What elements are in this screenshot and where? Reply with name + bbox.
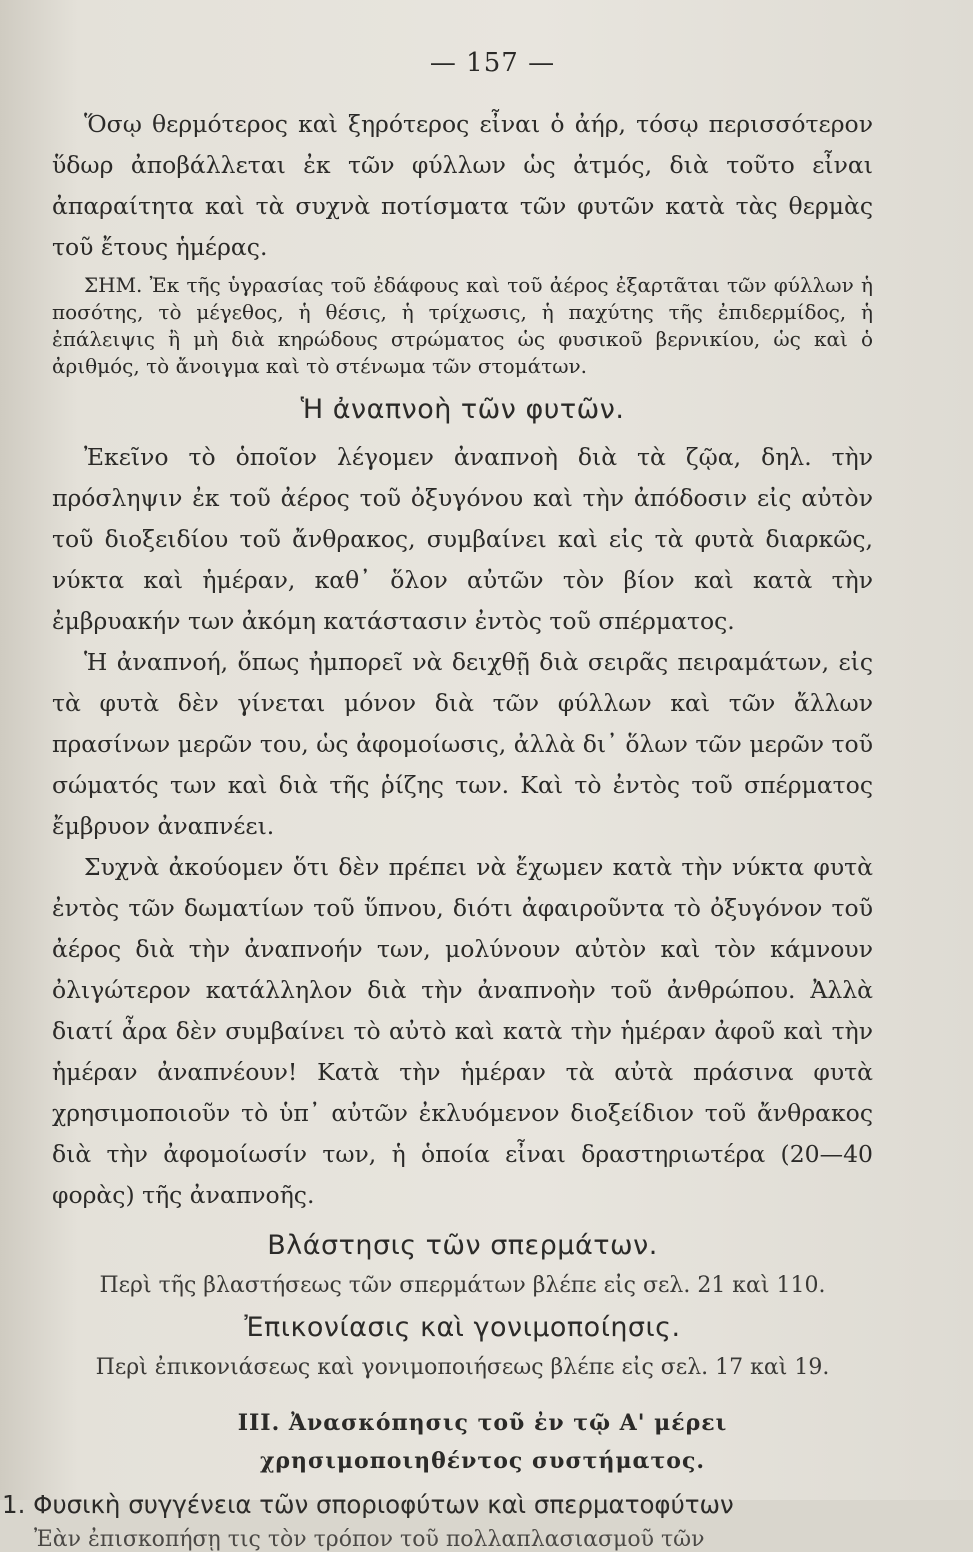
paragraph-evaporation: Ὅσῳ θερμότερος καὶ ξηρότερος εἶναι ὁ ἀήρ, τόσῳ περισσότερον ὕδωρ ἀποβάλλεται ἐκ τῶν φύλλων ὡς ἀτμός, διὰ τοῦτο εἶναι ἀπαραίτητα καὶ τὰ συχνὰ ποτίσματα τῶν φυτῶν κατὰ τὰς θερμὰς τοῦ ἔτους ἡμέρας. [52,110,873,261]
chapter-heading [92,1404,873,1480]
subsection-heading: 1. Φυσικὴ συγγένεια τῶν σποριοφύτων καὶ σπερματοφύτων [2,1490,734,1519]
section-title-respiration: Ἡ ἀναπνοὴ τῶν φυτῶν. [300,394,625,425]
paragraph-respiration-2: Ἡ ἀναπνοή, ὅπως ἠμπορεῖ νὰ δειχθῇ διὰ σειρᾶς πειραμάτων, εἰς τὰ φυτὰ δὲν γίνεται μόνον διὰ τῶν φύλλων καὶ τῶν ἄλλων πρασίνων μερῶν του, ὡς ἀφομοίωσις, ἀλλὰ δι᾽ ὅλων τῶν μερῶν τοῦ σώματός των καὶ διὰ τῆς ῥίζης των. Καὶ τὸ ἐντὸς τοῦ σπέρματος ἔμβρυον ἀναπνέει. [52,648,873,840]
pollination-reference: Περὶ ἐπικονιάσεως καὶ γονιμοποιήσεως βλέπε εἰς σελ. 17 καὶ 19. [95,1355,830,1380]
chapter-heading-line-1: ΙΙΙ. Ἀνασκόπησις τοῦ ἐν τῷ Α' μέρει [237,1410,728,1436]
final-text-line: Ἐὰν ἐπισκοπήσῃ τις τὸν τρόπον τοῦ πολλαπλασιασμοῦ τῶν [34,1527,705,1552]
paragraph-respiration-1: Ἐκεῖνο τὸ ὁποῖον λέγομεν ἀναπνοὴ διὰ τὰ ζῷα, δηλ. τὴν πρόσληψιν ἐκ τοῦ ἀέρος τοῦ ὀξυγόνου καὶ τὴν ἀπόδοσιν εἰς αὐτὸν τοῦ διοξειδίου τοῦ ἄνθρακος, συμβαίνει καὶ εἰς τὰ φυτὰ διαρκῶς, νύκτα καὶ ἡμέραν, καθ᾽ ὅλον αὐτῶν τὸν βίον καὶ κατὰ τὴν ἐμβρυακήν των ἀκόμη κατάστασιν ἐντὸς τοῦ σπέρματος. [52,443,873,635]
chapter-heading-line-2: χρησιμοποιηθέντος συστήματος. [259,1448,706,1474]
page-number: — 157 — [429,48,556,78]
section-title-germination: Βλάστησις τῶν σπερμάτων. [267,1230,658,1261]
section-title-pollination: Ἐπικονίασις καὶ γονιμοποίησις. [244,1312,681,1343]
germination-reference: Περὶ τῆς βλαστήσεως τῶν σπερμάτων βλέπε εἰς σελ. 21 καὶ 110. [99,1273,826,1298]
note-paragraph: ΣΗΜ. Ἐκ τῆς ὑγρασίας τοῦ ἐδάφους καὶ τοῦ ἀέρος ἐξαρτᾶται τῶν φύλλων ἡ ποσότης, τὸ μέγεθος, ἡ θέσις, ἡ τρίχωσις, ἡ παχύτης τῆς ἐπιδερμίδος, ἡ ἐπάλειψις ἢ μὴ διὰ κηρώδους στρώματος ὡς φυσικοῦ βερνικίου, ὡς καὶ ὁ ἀριθμός, τὸ ἄνοιγμα καὶ τὸ στένωμα τῶν στομάτων. [52,273,873,378]
paragraph-respiration-3: Συχνὰ ἀκούομεν ὅτι δὲν πρέπει νὰ ἔχωμεν κατὰ τὴν νύκτα φυτὰ ἐντὸς τῶν δωματίων τοῦ ὕπνου, διότι ἀφαιροῦντα τὸ ὀξυγόνον τοῦ ἀέρος διὰ τὴν ἀναπνοήν των, μολύνουν αὐτὸν καὶ τὸν κάμνουν ὀλιγώτερον κατάλληλον διὰ τὴν ἀναπνοὴν τοῦ ἀνθρώπου. Ἀλλὰ διατί ἆρα δὲν συμβαίνει τὸ αὐτὸ καὶ κατὰ τὴν ἡμέραν ἀφοῦ καὶ τὴν ἡμέραν ἀναπνέουν! Κατὰ τὴν ἡμέραν τὰ αὐτὰ πράσινα φυτὰ χρησιμοποιοῦν τὸ ὑπ᾽ αὐτῶν ἐκλυόμενον διοξείδιον τοῦ ἄνθρακος διὰ τὴν ἀφομοίωσίν των, ἡ ὁποία εἶναι δραστηριωτέρα (20—40 φορὰς) τῆς ἀναπνοῆς. [52,853,873,1209]
